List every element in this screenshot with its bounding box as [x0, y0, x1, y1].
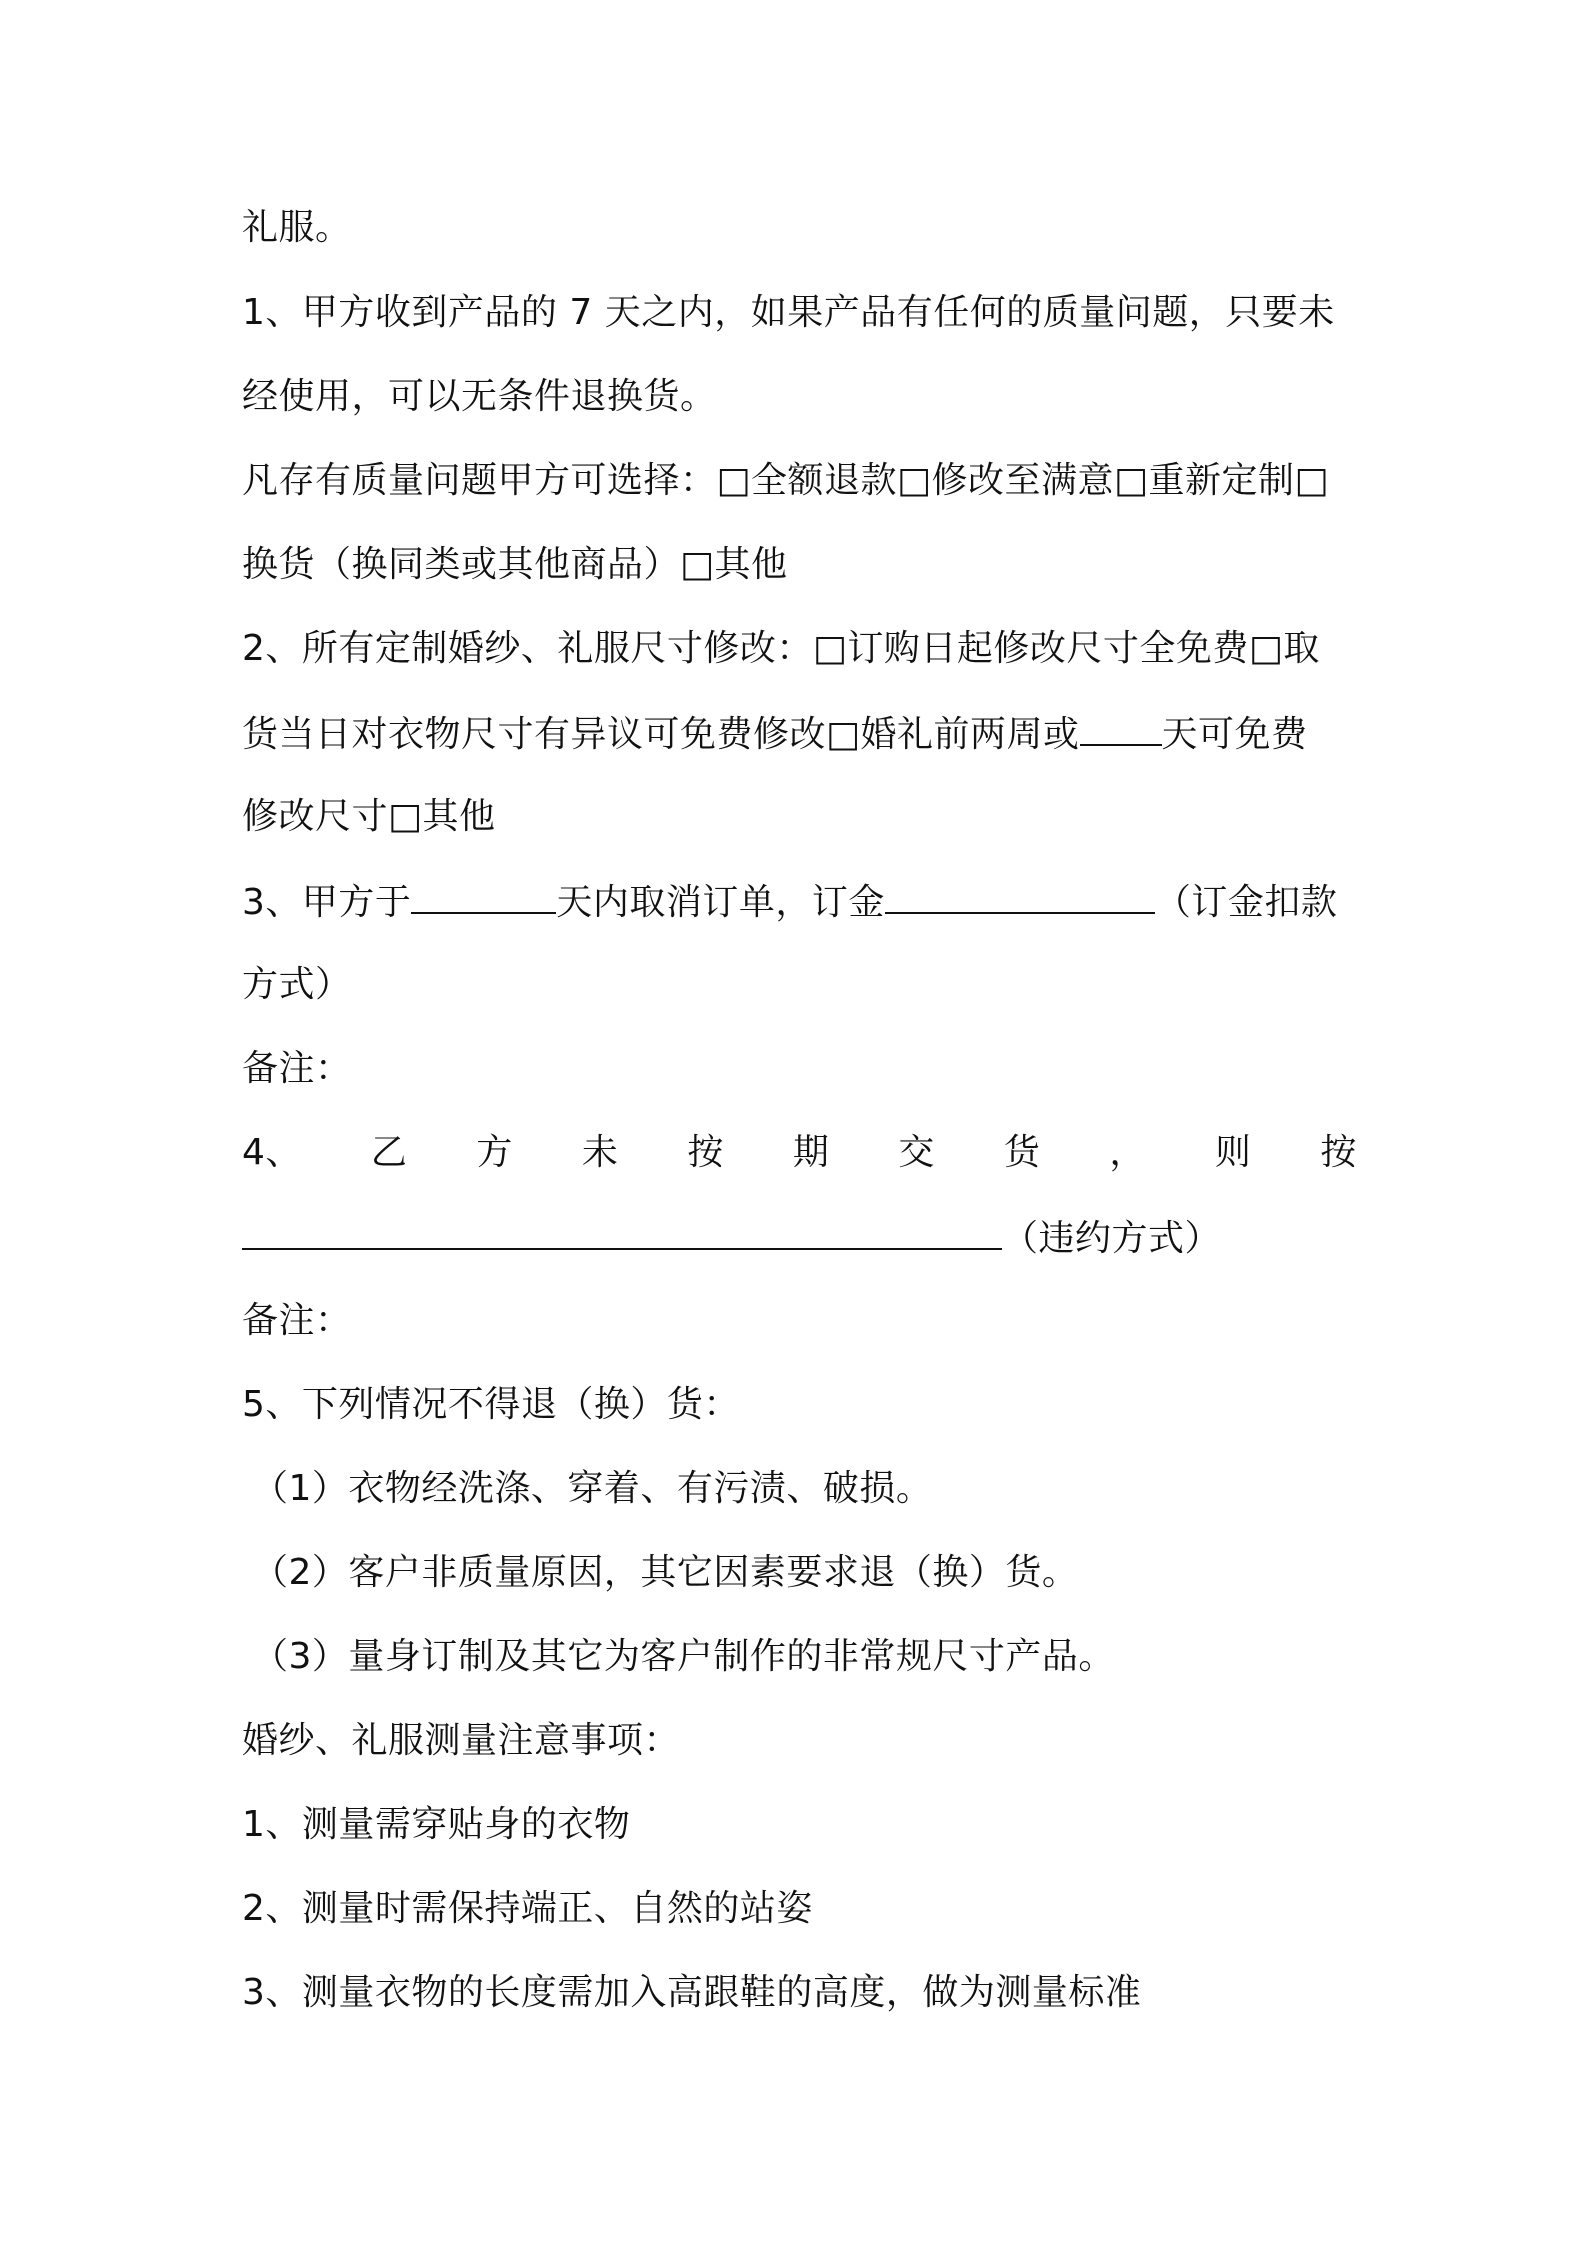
remark-1: 备注：	[242, 1048, 352, 1089]
clause-5-item-2: （2）客户非质量原因，其它因素要求退（换）货。	[252, 1552, 1079, 1593]
text-line-1: 礼服。	[242, 207, 352, 248]
deposit-blank	[885, 878, 1155, 914]
clause-4-char: 则	[1214, 1132, 1252, 1173]
clause-4-text-end: （违约方式）	[1002, 1218, 1222, 1259]
clause-3-line-1	[242, 878, 1357, 926]
clause-1-line-1: 1、甲方收到产品的 7 天之内，如果产品有任何的质量问题，只要未	[242, 292, 1335, 333]
clause-4-char: 乙	[370, 1132, 408, 1173]
measurement-item-1: 1、测量需穿贴身的衣物	[242, 1804, 631, 1845]
clause-5-item-3: （3）量身订制及其它为客户制作的非常规尺寸产品。	[252, 1636, 1115, 1677]
clause-4-char: 货	[1003, 1132, 1041, 1173]
clause-4-char: 未	[581, 1132, 619, 1173]
clause-4-char: 按	[687, 1132, 724, 1173]
measurement-item-3: 3、测量衣物的长度需加入高跟鞋的高度，做为测量标准	[242, 1972, 1142, 2013]
clause-3-line-2: 方式）	[242, 964, 352, 1005]
remark-2: 备注：	[242, 1300, 352, 1341]
clause-2-text-b: 天可免费	[1161, 714, 1308, 755]
days-blank	[1080, 710, 1162, 746]
measurement-item-2: 2、测量时需保持端正、自然的站姿	[242, 1888, 813, 1929]
clause-4-char: 交	[898, 1132, 935, 1173]
measurement-heading: 婚纱、礼服测量注意事项：	[242, 1720, 681, 1761]
clause-1-line-2: 经使用，可以无条件退换货。	[242, 376, 717, 417]
quality-options-line-2: 换货（换同类或其他商品）□其他	[242, 544, 788, 585]
clause-5-heading: 5、下列情况不得退（换）货：	[242, 1384, 740, 1425]
clause-5-item-1: （1）衣物经洗涤、穿着、有污渍、破损。	[252, 1468, 933, 1509]
clause-4-line-1	[242, 1130, 1357, 1176]
clause-3-text-c: （订金扣款	[1154, 882, 1338, 923]
clause-4-char: 按	[1320, 1132, 1357, 1173]
cancel-days-blank	[411, 878, 556, 914]
clause-2-text-a: 货当日对衣物尺寸有异议可免费修改□婚礼前两周或	[242, 714, 1080, 755]
clause-4-char: 4、	[242, 1132, 302, 1173]
clause-4-char: ，	[1109, 1132, 1146, 1173]
quality-options-line-1: 凡存有质量问题甲方可选择：□全额退款□修改至满意□重新定制□	[242, 460, 1330, 501]
clause-4-char: 方	[476, 1132, 513, 1173]
clause-2-line-3: 修改尺寸□其他	[242, 796, 496, 837]
breach-method-blank	[242, 1214, 1002, 1250]
clause-3-text-a: 3、甲方于	[242, 882, 412, 923]
clause-3-text-b: 天内取消订单，订金	[556, 882, 885, 923]
clause-4-char: 期	[792, 1132, 830, 1173]
clause-4-line-2	[242, 1214, 1357, 1262]
clause-2-line-1: 2、所有定制婚纱、礼服尺寸修改：□订购日起修改尺寸全免费□取	[242, 628, 1320, 669]
clause-2-line-2	[242, 710, 1357, 758]
